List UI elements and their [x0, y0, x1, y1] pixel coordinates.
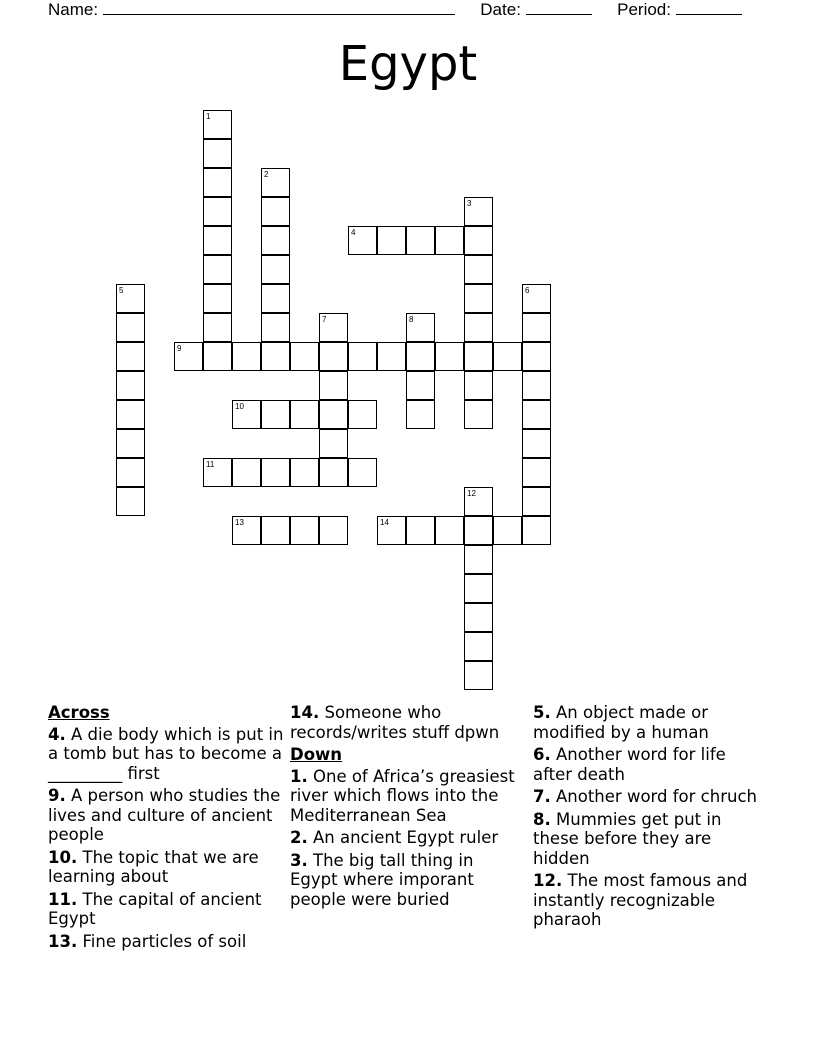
grid-cell[interactable]	[522, 313, 551, 342]
clue-number: 12.	[533, 871, 563, 890]
grid-cell[interactable]	[464, 342, 493, 371]
grid-cell[interactable]	[203, 197, 232, 226]
grid-cell[interactable]	[493, 516, 522, 545]
grid-cell[interactable]	[522, 516, 551, 545]
clue-number: 11.	[48, 889, 78, 909]
cell-number: 2	[264, 170, 269, 179]
grid-cell[interactable]	[348, 226, 377, 255]
grid-cell[interactable]	[464, 400, 493, 429]
grid-cell[interactable]	[319, 429, 348, 458]
cell-number: 3	[467, 199, 472, 208]
grid-cell[interactable]	[522, 342, 551, 371]
clue-number: 9.	[48, 786, 66, 805]
clue-number: 1.	[290, 766, 308, 786]
grid-cell[interactable]	[464, 661, 493, 690]
grid-cell[interactable]	[203, 342, 232, 371]
clue-across-4	[48, 725, 284, 784]
clue-down-3	[290, 851, 526, 910]
cell-number: 5	[119, 286, 124, 295]
clue-number: 13.	[48, 931, 78, 951]
grid-cell[interactable]	[464, 313, 493, 342]
grid-cell[interactable]	[290, 458, 319, 487]
grid-cell[interactable]	[116, 284, 145, 313]
grid-cell[interactable]	[319, 400, 348, 429]
grid-cell[interactable]	[522, 458, 551, 487]
grid-cell[interactable]	[261, 342, 290, 371]
grid-cell[interactable]	[522, 400, 551, 429]
clue-text: Mummies get put in these before they are hidden	[533, 809, 722, 868]
grid-cell[interactable]	[232, 342, 261, 371]
cell-number: 8	[409, 315, 414, 324]
clue-number: 3.	[290, 850, 308, 870]
grid-cell[interactable]	[203, 110, 232, 139]
name-label: Name:	[48, 0, 99, 19]
grid-cell[interactable]	[348, 342, 377, 371]
grid-cell[interactable]	[261, 313, 290, 342]
grid-cell[interactable]	[522, 429, 551, 458]
grid-cell[interactable]	[232, 516, 261, 545]
grid-cell[interactable]	[116, 487, 145, 516]
clue-column-3	[533, 703, 769, 933]
grid-cell[interactable]	[464, 226, 493, 255]
grid-cell[interactable]	[377, 342, 406, 371]
clue-text: A die body which is put in a tomb but has to become a _________ first	[48, 724, 284, 783]
grid-cell[interactable]	[435, 226, 464, 255]
grid-cell[interactable]	[319, 458, 348, 487]
grid-cell[interactable]	[261, 400, 290, 429]
grid-cell[interactable]	[348, 458, 377, 487]
grid-cell[interactable]	[116, 400, 145, 429]
grid-cell[interactable]	[116, 371, 145, 400]
grid-cell[interactable]	[464, 371, 493, 400]
clue-number: 10.	[48, 847, 78, 867]
grid-cell[interactable]	[261, 458, 290, 487]
grid-cell[interactable]	[406, 371, 435, 400]
grid-cell[interactable]	[319, 371, 348, 400]
grid-cell[interactable]	[406, 226, 435, 255]
grid-cell[interactable]	[464, 197, 493, 226]
clue-column-2	[290, 703, 526, 912]
grid-cell[interactable]	[377, 516, 406, 545]
date-label: Date:	[480, 0, 521, 19]
grid-cell[interactable]	[464, 284, 493, 313]
grid-cell[interactable]	[203, 226, 232, 255]
grid-cell[interactable]	[261, 197, 290, 226]
grid-cell[interactable]	[203, 168, 232, 197]
cell-number: 4	[351, 228, 356, 237]
across-heading: Across	[48, 703, 110, 722]
clue-text: The capital of ancient Egypt	[48, 889, 262, 928]
grid-cell[interactable]	[522, 371, 551, 400]
grid-cell[interactable]	[319, 516, 348, 545]
grid-cell[interactable]	[406, 516, 435, 545]
clue-text: The most famous and instantly recognizable pharaoh	[533, 871, 748, 929]
grid-cell[interactable]	[464, 603, 493, 632]
clue-number: 7.	[533, 787, 551, 806]
clue-text: An ancient Egypt ruler	[313, 828, 499, 847]
grid-cell[interactable]	[261, 255, 290, 284]
clue-down-2	[290, 828, 526, 848]
clue-text: Fine particles of soil	[82, 931, 247, 951]
cell-number: 12	[467, 489, 476, 498]
cell-number: 9	[177, 344, 182, 353]
grid-cell[interactable]	[522, 487, 551, 516]
grid-cell[interactable]	[406, 400, 435, 429]
clue-down-12	[533, 871, 769, 930]
clue-across-10	[48, 848, 284, 887]
clue-number: 14.	[290, 703, 320, 722]
clue-text: Another word for life after death	[533, 745, 726, 784]
grid-cell[interactable]	[116, 429, 145, 458]
clue-number: 5.	[533, 703, 551, 722]
grid-cell[interactable]	[203, 139, 232, 168]
grid-cell[interactable]	[464, 632, 493, 661]
grid-cell[interactable]	[435, 516, 464, 545]
grid-cell[interactable]	[406, 313, 435, 342]
cell-number: 7	[322, 315, 327, 324]
clue-text: Another word for chruch	[556, 787, 757, 806]
clue-across-11	[48, 890, 284, 929]
cell-number: 13	[235, 518, 244, 527]
cell-number: 14	[380, 518, 389, 527]
grid-cell[interactable]	[464, 516, 493, 545]
grid-cell[interactable]	[261, 516, 290, 545]
cell-number: 1	[206, 112, 211, 121]
clue-column-1	[48, 703, 284, 954]
clue-across-13	[48, 932, 284, 952]
cell-number: 11	[206, 460, 215, 469]
clue-text: The big tall thing in Egypt where imporant people were buried	[290, 850, 474, 909]
grid-cell[interactable]	[261, 284, 290, 313]
grid-cell[interactable]	[116, 313, 145, 342]
clue-across-9	[48, 786, 284, 845]
clue-down-1	[290, 767, 526, 826]
grid-cell[interactable]	[377, 226, 406, 255]
grid-cell[interactable]	[116, 342, 145, 371]
grid-cell[interactable]	[464, 487, 493, 516]
grid-cell[interactable]	[464, 545, 493, 574]
grid-cell[interactable]	[493, 342, 522, 371]
down-heading: Down	[290, 745, 343, 764]
grid-cell[interactable]	[290, 342, 319, 371]
period-label: Period:	[617, 0, 671, 19]
grid-cell[interactable]	[232, 400, 261, 429]
clue-number: 6.	[533, 745, 551, 764]
grid-cell[interactable]	[203, 255, 232, 284]
page-title: Egypt	[338, 36, 478, 92]
clue-across-14	[290, 703, 526, 742]
grid-cell[interactable]	[406, 342, 435, 371]
clue-down-7	[533, 787, 769, 807]
grid-cell[interactable]	[348, 400, 377, 429]
grid-cell[interactable]	[319, 313, 348, 342]
clue-down-6	[533, 745, 769, 784]
grid-cell[interactable]	[464, 255, 493, 284]
grid-cell[interactable]	[203, 458, 232, 487]
clue-text: A person who studies the lives and culture of ancient people	[48, 786, 281, 844]
grid-cell[interactable]	[261, 226, 290, 255]
grid-cell[interactable]	[290, 516, 319, 545]
cell-number: 10	[235, 402, 244, 411]
clue-text: Someone who records/writes stuff dpwn	[290, 703, 500, 742]
grid-cell[interactable]	[522, 284, 551, 313]
grid-cell[interactable]	[435, 342, 464, 371]
grid-cell[interactable]	[174, 342, 203, 371]
grid-cell[interactable]	[116, 458, 145, 487]
clue-number: 8.	[533, 809, 551, 829]
clue-text: One of Africa’s greasiest river which flows into the Mediterranean Sea	[290, 766, 515, 825]
grid-cell[interactable]	[261, 168, 290, 197]
clue-number: 4.	[48, 724, 66, 744]
grid-cell[interactable]	[319, 342, 348, 371]
grid-cell[interactable]	[290, 400, 319, 429]
clue-text: An object made or modified by a human	[533, 703, 709, 742]
clue-down-8	[533, 810, 769, 869]
cell-number: 6	[525, 286, 530, 295]
clue-number: 2.	[290, 828, 308, 847]
grid-cell[interactable]	[203, 313, 232, 342]
grid-cell[interactable]	[203, 284, 232, 313]
clue-down-5	[533, 703, 769, 742]
clue-text: The topic that we are learning about	[48, 847, 259, 886]
grid-cell[interactable]	[464, 574, 493, 603]
grid-cell[interactable]	[232, 458, 261, 487]
